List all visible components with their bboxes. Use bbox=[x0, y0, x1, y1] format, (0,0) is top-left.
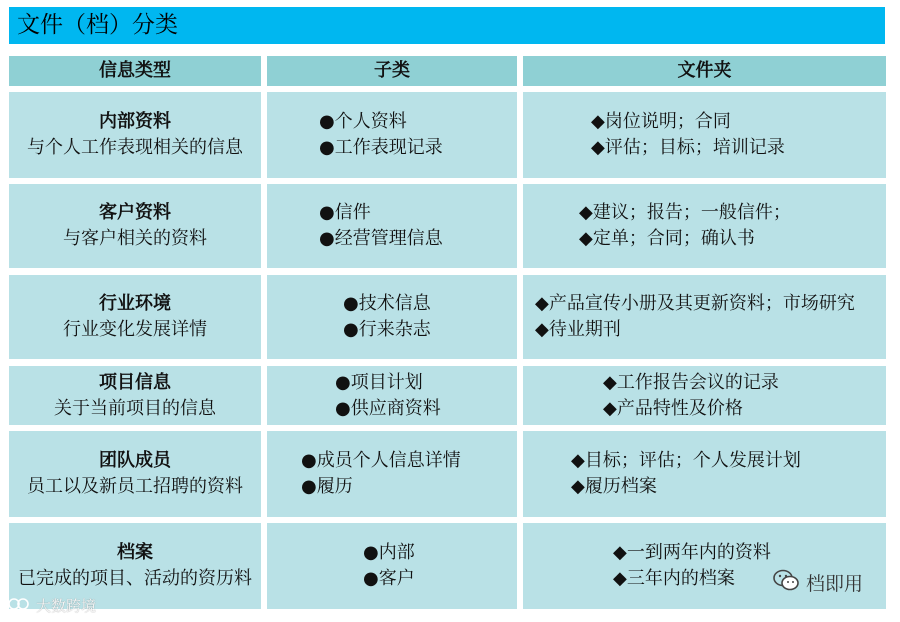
row-2-folder-cell bbox=[523, 275, 886, 359]
subcategory-item: ●工作表现记录 bbox=[319, 137, 443, 158]
row-2-type-cell bbox=[9, 275, 261, 359]
category-title: 行业环境 bbox=[99, 293, 171, 314]
watermark-right-text: 档即用 bbox=[806, 573, 864, 595]
category-description: 行业变化发展详情 bbox=[63, 319, 207, 340]
category-description: 与个人工作表现相关的信息 bbox=[27, 137, 243, 158]
category-title: 档案 bbox=[117, 542, 153, 563]
title-bar bbox=[9, 7, 885, 44]
folder-item: ◆定单；合同；确认书 bbox=[579, 228, 755, 249]
category-title: 团队成员 bbox=[99, 450, 171, 471]
row-0-folder-cell bbox=[523, 92, 886, 178]
header-subcategory-label: 子类 bbox=[374, 60, 410, 81]
category-description: 员工以及新员工招聘的资料 bbox=[27, 476, 243, 497]
row-0-sub-cell bbox=[267, 92, 517, 178]
header-subcategory bbox=[267, 56, 517, 86]
row-3-type-cell bbox=[9, 366, 261, 425]
row-5-sub-cell bbox=[267, 523, 517, 609]
row-1-folder-cell bbox=[523, 184, 886, 268]
header-info-type-label: 信息类型 bbox=[99, 60, 171, 81]
row-1-type-cell bbox=[9, 184, 261, 268]
row-4-sub-cell bbox=[267, 431, 517, 517]
subcategory-item: ●个人资料 bbox=[319, 111, 407, 132]
folder-item: ◆一到两年内的资料 bbox=[613, 542, 771, 563]
subcategory-item: ●客户 bbox=[363, 568, 415, 589]
category-title: 客户资料 bbox=[99, 202, 171, 223]
wechat-icon bbox=[772, 568, 800, 597]
category-description: 与客户相关的资料 bbox=[63, 228, 207, 249]
subcategory-item: ●供应商资料 bbox=[335, 397, 441, 419]
row-1-sub-cell bbox=[267, 184, 517, 268]
row-3-sub-cell bbox=[267, 366, 517, 425]
watermark-right bbox=[772, 568, 863, 597]
watermark-left bbox=[8, 595, 96, 616]
subcategory-item: ●成员个人信息详情 bbox=[301, 450, 461, 471]
subcategory-item: ●履历 bbox=[301, 476, 353, 497]
category-description: 关于当前项目的信息 bbox=[54, 397, 216, 419]
watermark-left-text: 大数跨境 bbox=[36, 597, 97, 615]
row-4-folder-cell bbox=[523, 431, 886, 517]
row-3-folder-cell bbox=[523, 366, 886, 425]
header-info-type bbox=[9, 56, 261, 86]
category-title: 项目信息 bbox=[99, 371, 171, 393]
row-2-sub-cell bbox=[267, 275, 517, 359]
category-title: 内部资料 bbox=[99, 111, 171, 132]
page-title: 文件（档）分类 bbox=[17, 12, 178, 38]
row-0-type-cell bbox=[9, 92, 261, 178]
folder-item: ◆履历档案 bbox=[571, 476, 657, 497]
subcategory-item: ●行来杂志 bbox=[343, 319, 431, 340]
folder-item: ◆建议；报告；一般信件； bbox=[579, 202, 791, 223]
folder-item: ◆产品宣传小册及其更新资料；市场研究 bbox=[535, 293, 855, 314]
row-4-type-cell bbox=[9, 431, 261, 517]
header-folder-label: 文件夹 bbox=[677, 60, 732, 81]
folder-item: ◆三年内的档案 bbox=[613, 568, 735, 589]
folder-item: ◆目标；评估；个人发展计划 bbox=[571, 450, 801, 471]
header-folder bbox=[523, 56, 886, 86]
folder-item: ◆工作报告会议的记录 bbox=[603, 371, 779, 393]
subcategory-item: ●信件 bbox=[319, 202, 371, 223]
folder-item: ◆待业期刊 bbox=[535, 319, 621, 340]
folder-item: ◆岗位说明；合同 bbox=[591, 111, 731, 132]
category-description: 已完成的项目、活动的资历料 bbox=[18, 568, 252, 589]
subcategory-item: ●技术信息 bbox=[343, 293, 431, 314]
subcategory-item: ●经营管理信息 bbox=[319, 228, 443, 249]
subcategory-item: ●项目计划 bbox=[335, 371, 423, 393]
folder-item: ◆产品特性及价格 bbox=[603, 397, 743, 419]
folder-item: ◆评估；目标；培训记录 bbox=[591, 137, 785, 158]
subcategory-item: ●内部 bbox=[363, 542, 415, 563]
watermark-logo-icon bbox=[8, 596, 30, 616]
